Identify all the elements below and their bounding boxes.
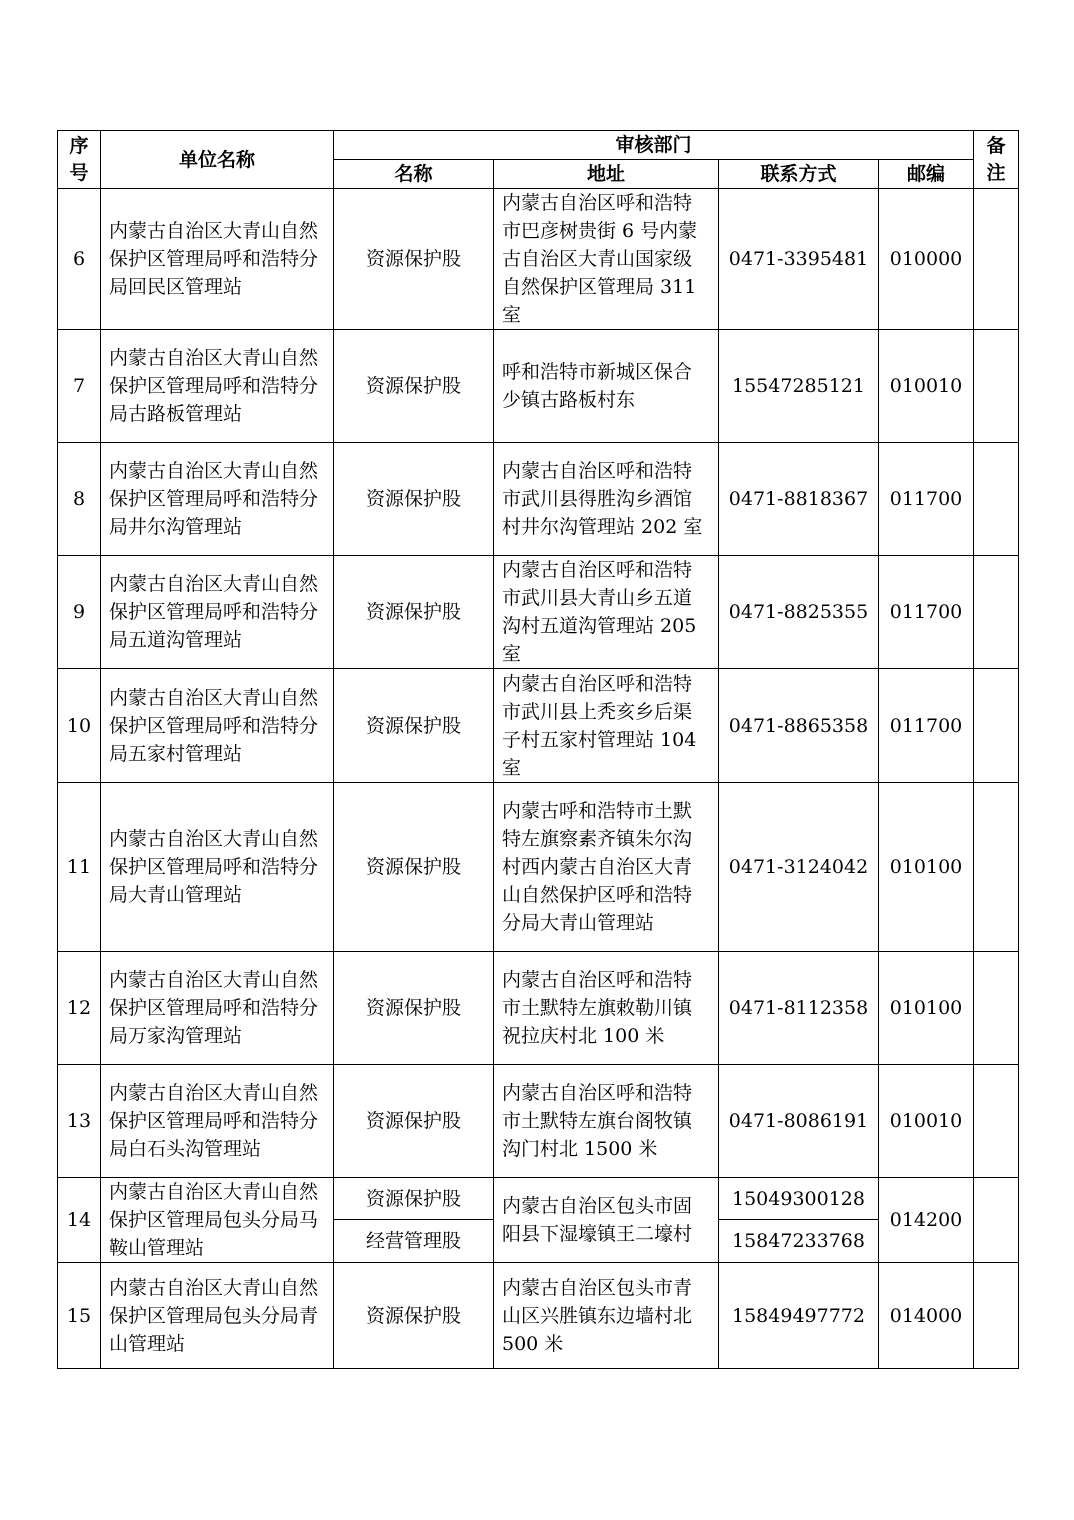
row-postcode: 011700 <box>879 669 974 783</box>
row-seq: 9 <box>58 556 101 669</box>
row-remark <box>974 952 1019 1065</box>
row-postcode: 014000 <box>879 1263 974 1369</box>
row-contact: 0471-8825355 <box>719 556 879 669</box>
row-dept: 资源保护股 <box>334 1263 494 1369</box>
header-unit-name: 单位名称 <box>101 131 334 189</box>
row-remark <box>974 669 1019 783</box>
row-remark <box>974 443 1019 556</box>
row-address: 内蒙古自治区呼和浩特市武川县上秃亥乡后渠子村五家村管理站 104 室 <box>494 669 719 783</box>
row-postcode: 010100 <box>879 783 974 952</box>
table-row <box>58 1263 1019 1369</box>
row-remark <box>974 1178 1019 1263</box>
header-name: 名称 <box>334 160 494 189</box>
row-remark <box>974 189 1019 330</box>
row-remark <box>974 330 1019 443</box>
row-postcode: 010010 <box>879 330 974 443</box>
row-unit: 内蒙古自治区大青山自然保护区管理局包头分局青山管理站 <box>101 1263 334 1369</box>
row-remark <box>974 783 1019 952</box>
row-seq: 11 <box>58 783 101 952</box>
row-remark <box>974 1065 1019 1178</box>
row-dept: 资源保护股 <box>334 1178 494 1220</box>
table-row <box>58 783 1019 952</box>
row-unit: 内蒙古自治区大青山自然保护区管理局呼和浩特分局白石头沟管理站 <box>101 1065 334 1178</box>
row-dept: 资源保护股 <box>334 556 494 669</box>
header-review-dept: 审核部门 <box>334 131 974 160</box>
row-postcode: 014200 <box>879 1178 974 1263</box>
table-row <box>58 1178 1019 1220</box>
row-contact: 15547285121 <box>719 330 879 443</box>
row-seq: 8 <box>58 443 101 556</box>
unit-table <box>57 130 1019 1369</box>
row-unit: 内蒙古自治区大青山自然保护区管理局呼和浩特分局回民区管理站 <box>101 189 334 330</box>
table-row <box>58 189 1019 330</box>
row-unit: 内蒙古自治区大青山自然保护区管理局呼和浩特分局万家沟管理站 <box>101 952 334 1065</box>
table-row <box>58 669 1019 783</box>
row-postcode: 010010 <box>879 1065 974 1178</box>
header-address: 地址 <box>494 160 719 189</box>
row-dept-secondary: 经营管理股 <box>334 1220 494 1263</box>
row-address: 内蒙古呼和浩特市土默特左旗察素齐镇朱尔沟村西内蒙古自治区大青山自然保护区呼和浩特分局大青山管理站 <box>494 783 719 952</box>
row-dept: 资源保护股 <box>334 952 494 1065</box>
row-address: 内蒙古自治区呼和浩特市巴彦树贵街 6 号内蒙古自治区大青山国家级自然保护区管理局 311 室 <box>494 189 719 330</box>
row-unit: 内蒙古自治区大青山自然保护区管理局呼和浩特分局五道沟管理站 <box>101 556 334 669</box>
row-address: 内蒙古自治区包头市固阳县下湿壕镇王二壕村 <box>494 1178 719 1263</box>
row-dept: 资源保护股 <box>334 783 494 952</box>
row-contact: 15849497772 <box>719 1263 879 1369</box>
row-seq: 12 <box>58 952 101 1065</box>
row-dept: 资源保护股 <box>334 669 494 783</box>
row-seq: 15 <box>58 1263 101 1369</box>
header-remark: 备注 <box>974 131 1019 189</box>
header-postcode: 邮编 <box>879 160 974 189</box>
table-row <box>58 1065 1019 1178</box>
table-row <box>58 443 1019 556</box>
table-row <box>58 330 1019 443</box>
row-seq: 14 <box>58 1178 101 1263</box>
row-dept: 资源保护股 <box>334 189 494 330</box>
row-unit: 内蒙古自治区大青山自然保护区管理局呼和浩特分局五家村管理站 <box>101 669 334 783</box>
row-remark <box>974 556 1019 669</box>
row-contact-secondary: 15847233768 <box>719 1220 879 1263</box>
row-postcode: 010000 <box>879 189 974 330</box>
header-seq: 序号 <box>58 131 101 189</box>
row-remark <box>974 1263 1019 1369</box>
row-postcode: 010100 <box>879 952 974 1065</box>
row-address: 内蒙古自治区呼和浩特市土默特左旗敕勒川镇祝拉庆村北 100 米 <box>494 952 719 1065</box>
row-postcode: 011700 <box>879 443 974 556</box>
row-dept: 资源保护股 <box>334 443 494 556</box>
row-address: 内蒙古自治区呼和浩特市土默特左旗台阁牧镇沟门村北 1500 米 <box>494 1065 719 1178</box>
row-contact: 0471-8865358 <box>719 669 879 783</box>
row-seq: 13 <box>58 1065 101 1178</box>
row-seq: 10 <box>58 669 101 783</box>
row-seq: 7 <box>58 330 101 443</box>
row-address: 内蒙古自治区呼和浩特市武川县大青山乡五道沟村五道沟管理站 205 室 <box>494 556 719 669</box>
row-unit: 内蒙古自治区大青山自然保护区管理局呼和浩特分局井尔沟管理站 <box>101 443 334 556</box>
row-seq: 6 <box>58 189 101 330</box>
row-contact: 0471-8818367 <box>719 443 879 556</box>
row-dept: 资源保护股 <box>334 330 494 443</box>
row-contact: 0471-3395481 <box>719 189 879 330</box>
row-address: 内蒙古自治区包头市青山区兴胜镇东边墙村北 500 米 <box>494 1263 719 1369</box>
row-unit: 内蒙古自治区大青山自然保护区管理局包头分局马鞍山管理站 <box>101 1178 334 1263</box>
row-contact: 0471-3124042 <box>719 783 879 952</box>
row-address: 内蒙古自治区呼和浩特市武川县得胜沟乡酒馆村井尔沟管理站 202 室 <box>494 443 719 556</box>
row-dept: 资源保护股 <box>334 1065 494 1178</box>
row-contact: 0471-8112358 <box>719 952 879 1065</box>
table-row <box>58 952 1019 1065</box>
row-address: 呼和浩特市新城区保合少镇古路板村东 <box>494 330 719 443</box>
table-row <box>58 556 1019 669</box>
row-postcode: 011700 <box>879 556 974 669</box>
header-contact: 联系方式 <box>719 160 879 189</box>
row-contact: 15049300128 <box>719 1178 879 1220</box>
row-contact: 0471-8086191 <box>719 1065 879 1178</box>
row-unit: 内蒙古自治区大青山自然保护区管理局呼和浩特分局大青山管理站 <box>101 783 334 952</box>
row-unit: 内蒙古自治区大青山自然保护区管理局呼和浩特分局古路板管理站 <box>101 330 334 443</box>
